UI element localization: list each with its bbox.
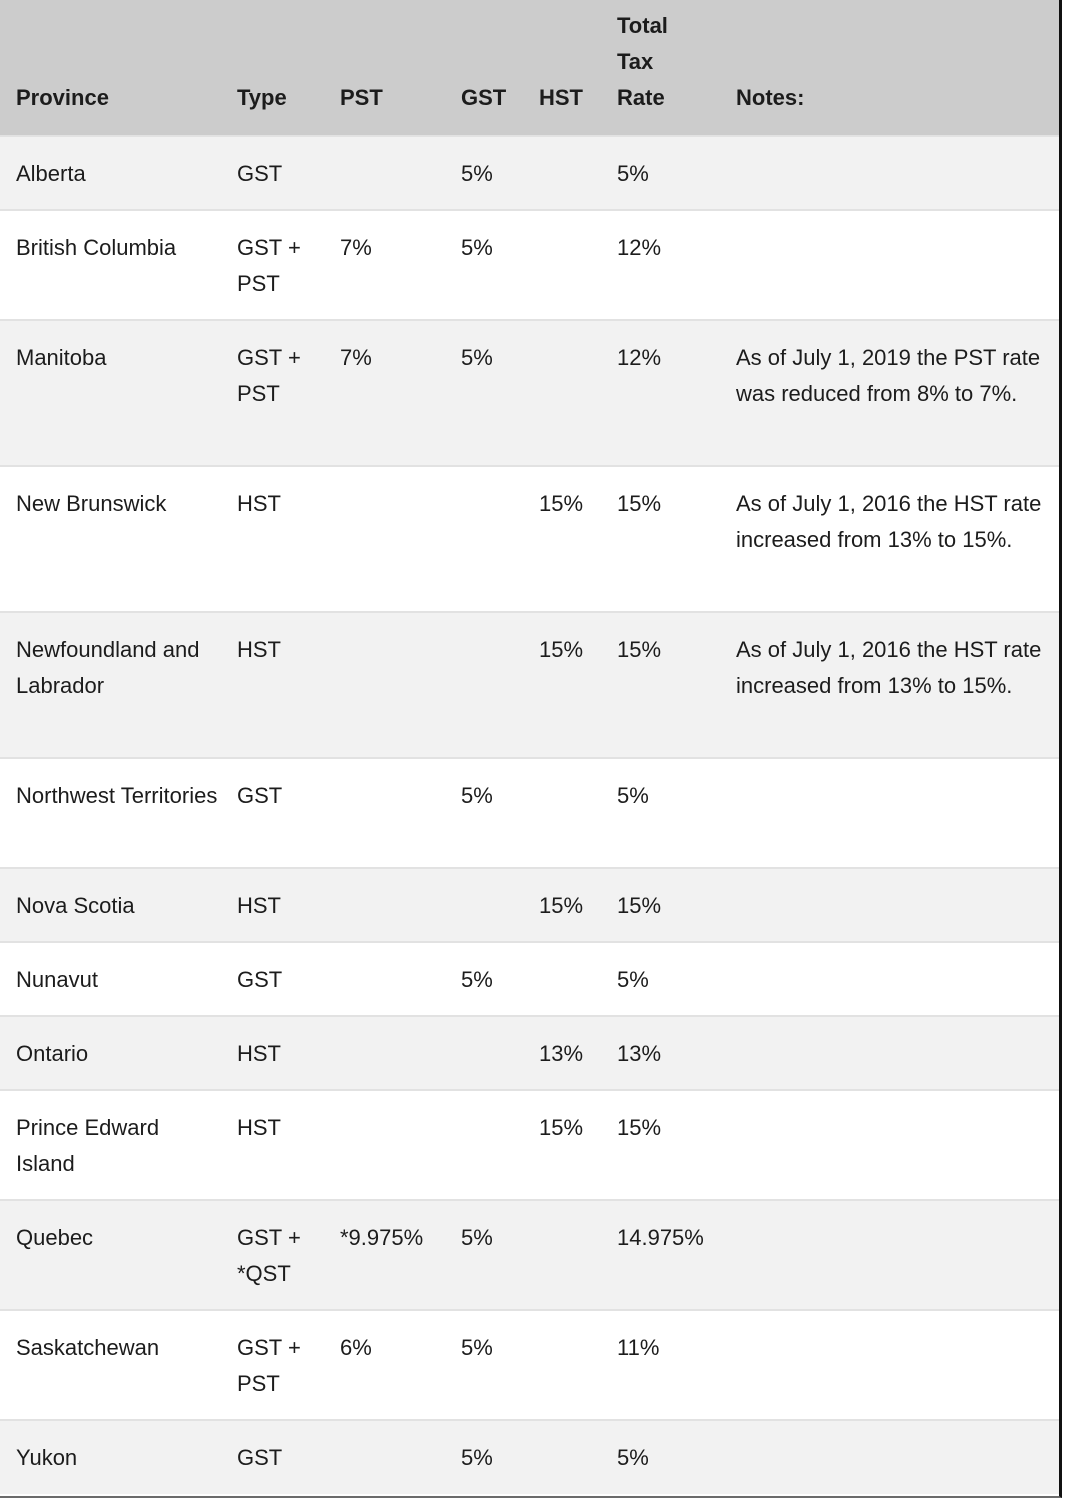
header-province: Province [16, 85, 109, 110]
cell-hst [523, 320, 601, 466]
cell-notes: As of July 1, 2016 the HST rate increased from 13% to 15%. [720, 612, 1059, 758]
cell-total: 15% [601, 1090, 720, 1200]
cell-type: HST [221, 1016, 324, 1090]
cell-province: British Columbia [0, 210, 221, 320]
cell-hst: 15% [523, 1090, 601, 1200]
header-hst: HST [539, 85, 583, 110]
cell-total: 5% [601, 136, 720, 210]
cell-notes [720, 1090, 1059, 1200]
cell-total: 15% [601, 868, 720, 942]
cell-pst [324, 1090, 445, 1200]
cell-total: 12% [601, 210, 720, 320]
table-row [0, 1090, 1059, 1200]
cell-gst: 5% [445, 320, 523, 466]
table-row [0, 612, 1059, 758]
cell-type: GST + PST [221, 320, 324, 466]
table-row [0, 758, 1059, 868]
cell-notes [720, 1016, 1059, 1090]
cell-pst: *9.975% [324, 1200, 445, 1310]
cell-pst [324, 868, 445, 942]
cell-pst [324, 1420, 445, 1494]
cell-type: GST + PST [221, 1310, 324, 1420]
table-header [0, 0, 1059, 136]
cell-gst [445, 868, 523, 942]
cell-total: 12% [601, 320, 720, 466]
cell-province: Ontario [0, 1016, 221, 1090]
cell-hst [523, 1310, 601, 1420]
cell-gst [445, 1016, 523, 1090]
cell-pst [324, 136, 445, 210]
cell-gst: 5% [445, 136, 523, 210]
header-gst: GST [461, 85, 507, 110]
table-row [0, 136, 1059, 210]
cell-gst: 5% [445, 210, 523, 320]
cell-province: Yukon [0, 1420, 221, 1494]
cell-type: GST [221, 942, 324, 1016]
table-row [0, 1420, 1059, 1494]
cell-hst [523, 1200, 601, 1310]
cell-notes [720, 1420, 1059, 1494]
cell-pst [324, 942, 445, 1016]
cell-total: 5% [601, 758, 720, 868]
table-row [0, 1016, 1059, 1090]
cell-gst [445, 1090, 523, 1200]
cell-gst: 5% [445, 1420, 523, 1494]
cell-notes [720, 758, 1059, 868]
cell-province: Saskatchewan [0, 1310, 221, 1420]
table-row [0, 1310, 1059, 1420]
cell-type: GST + *QST [221, 1200, 324, 1310]
header-pst: PST [340, 85, 383, 110]
cell-gst [445, 466, 523, 612]
cell-pst [324, 466, 445, 612]
cell-total: 5% [601, 942, 720, 1016]
cell-gst: 5% [445, 1200, 523, 1310]
cell-hst: 15% [523, 868, 601, 942]
table-row [0, 210, 1059, 320]
cell-hst [523, 210, 601, 320]
cell-type: HST [221, 1090, 324, 1200]
cell-hst [523, 136, 601, 210]
cell-hst [523, 942, 601, 1016]
cell-province: Nova Scotia [0, 868, 221, 942]
cell-gst: 5% [445, 1310, 523, 1420]
cell-type: GST [221, 758, 324, 868]
cell-hst [523, 758, 601, 868]
cell-province: Alberta [0, 136, 221, 210]
cell-province: New Brunswick [0, 466, 221, 612]
cell-pst [324, 758, 445, 868]
table-row [0, 466, 1059, 612]
cell-province: Quebec [0, 1200, 221, 1310]
cell-hst [523, 1420, 601, 1494]
cell-notes [720, 1310, 1059, 1420]
cell-province: Prince Edward Island [0, 1090, 221, 1200]
table-row [0, 320, 1059, 466]
cell-hst: 15% [523, 466, 601, 612]
table-row [0, 1200, 1059, 1310]
cell-notes: As of July 1, 2016 the HST rate increased from 13% to 15%. [720, 466, 1059, 612]
cell-total: 14.975% [601, 1200, 720, 1310]
cell-pst: 7% [324, 210, 445, 320]
cell-pst [324, 1016, 445, 1090]
cell-province: Northwest Territories [0, 758, 221, 868]
cell-hst: 13% [523, 1016, 601, 1090]
header-notes: Notes: [736, 85, 805, 110]
table-row [0, 868, 1059, 942]
cell-hst: 15% [523, 612, 601, 758]
cell-type: GST [221, 1420, 324, 1494]
cell-province: Nunavut [0, 942, 221, 1016]
cell-total: 11% [601, 1310, 720, 1420]
header-total-tax-rate: Total Tax Rate [617, 13, 668, 110]
cell-notes [720, 1200, 1059, 1310]
cell-pst: 6% [324, 1310, 445, 1420]
cell-gst [445, 612, 523, 758]
cell-province: Newfoundland and Labrador [0, 612, 221, 758]
cell-notes [720, 942, 1059, 1016]
cell-total: 15% [601, 466, 720, 612]
cell-notes [720, 868, 1059, 942]
cell-notes [720, 136, 1059, 210]
cell-type: HST [221, 612, 324, 758]
cell-type: GST [221, 136, 324, 210]
cell-notes: As of July 1, 2019 the PST rate was reduced from 8% to 7%. [720, 320, 1059, 466]
cell-province: Manitoba [0, 320, 221, 466]
cell-gst: 5% [445, 942, 523, 1016]
cell-total: 15% [601, 612, 720, 758]
header-row [0, 0, 1059, 136]
cell-gst: 5% [445, 758, 523, 868]
table-row [0, 942, 1059, 1016]
cell-type: HST [221, 868, 324, 942]
header-type: Type [237, 85, 287, 110]
cell-total: 5% [601, 1420, 720, 1494]
cell-type: GST + PST [221, 210, 324, 320]
cell-total: 13% [601, 1016, 720, 1090]
cell-type: HST [221, 466, 324, 612]
table-body [0, 136, 1059, 1494]
cell-pst [324, 612, 445, 758]
cell-pst: 7% [324, 320, 445, 466]
cell-notes [720, 210, 1059, 320]
